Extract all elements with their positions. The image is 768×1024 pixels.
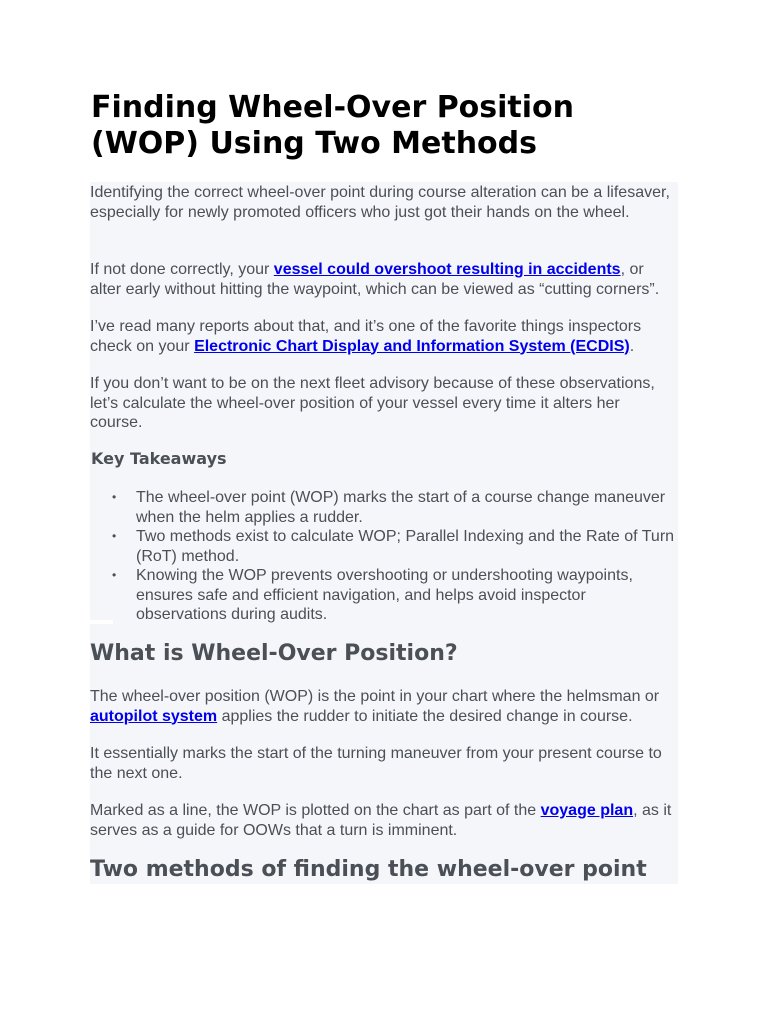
takeaway-text-1: The wheel-over point (WOP) marks the start of a course change maneuver when the helm applies a rudder.	[136, 489, 666, 526]
section1-paragraph-3-text-before: Marked as a line, the WOP is plotted on the chart as part of the	[90, 802, 541, 819]
section1-paragraph-1-text-before: The wheel-over position (WOP) is the point in your chart where the helmsman or	[90, 688, 660, 705]
key-takeaways-heading: Key Takeaways	[91, 449, 227, 468]
section-heading-what-is-wop: What is Wheel-Over Position?	[90, 641, 458, 666]
takeaway-text-2: Two methods exist to calculate WOP; Parallel Indexing and the Rate of Turn (RoT) method.	[136, 528, 675, 565]
autopilot-system-link[interactable]: autopilot system	[90, 707, 218, 725]
takeaway-text-3: Knowing the WOP prevents overshooting or undershooting waypoints, ensures safe and efficient navigation, and helps avoid inspector observations during audits.	[136, 567, 633, 623]
key-takeaways-list	[90, 488, 678, 625]
list-item	[90, 488, 678, 527]
section-heading-two-methods: Two methods of finding the wheel-over point	[90, 857, 647, 882]
list-item	[90, 527, 678, 566]
intro-paragraph-4: If you don’t want to be on the next fleet advisory because of these observations, let’s calculate the wheel-over position of your vessel every time it alters her course.	[90, 375, 655, 431]
intro-paragraph-2	[90, 260, 676, 299]
intro-paragraph-3-text-after: .	[629, 337, 635, 355]
ecdis-link[interactable]: Electronic Chart Display and Information System (ECDIS)	[194, 337, 630, 355]
bullet-icon: •	[112, 529, 117, 543]
background-divider	[90, 620, 113, 624]
voyage-plan-link[interactable]: voyage plan	[540, 802, 634, 819]
vessel-overshoot-link[interactable]: vessel could overshoot resulting in accidents	[273, 261, 621, 278]
section1-paragraph-3-text-after: , as it serves as a guide for OOWs that a turn is imminent.	[90, 802, 672, 839]
section1-paragraph-2: It essentially marks the start of the turning maneuver from your present course to the next one.	[90, 745, 662, 782]
intro-paragraph-2-text-before: If not done correctly, your	[90, 261, 274, 278]
section1-paragraph-1-text-after: applies the rudder to initiate the desired change in course.	[217, 707, 633, 725]
intro-paragraph-1: Identifying the correct wheel-over point during course alteration can be a lifesaver, especially for newly promoted officers who just got their hands on the wheel.	[90, 184, 670, 221]
article-content	[90, 182, 678, 884]
bullet-icon: •	[112, 490, 117, 504]
bullet-icon: •	[112, 568, 117, 582]
page-title: Finding Wheel-Over Position (WOP) Using Two Methods	[91, 90, 575, 161]
intro-paragraph-2-text-after: , or alter early without hitting the waypoint, which can be viewed as “cutting corners”.	[90, 261, 660, 298]
section1-paragraph-1	[90, 687, 676, 726]
intro-paragraph-3-text-before: I’ve read many reports about that, and it’s one of the favorite things inspectors check on your	[90, 318, 642, 355]
list-item	[90, 566, 678, 625]
section1-paragraph-3	[90, 801, 676, 840]
intro-paragraph-3	[90, 317, 676, 356]
